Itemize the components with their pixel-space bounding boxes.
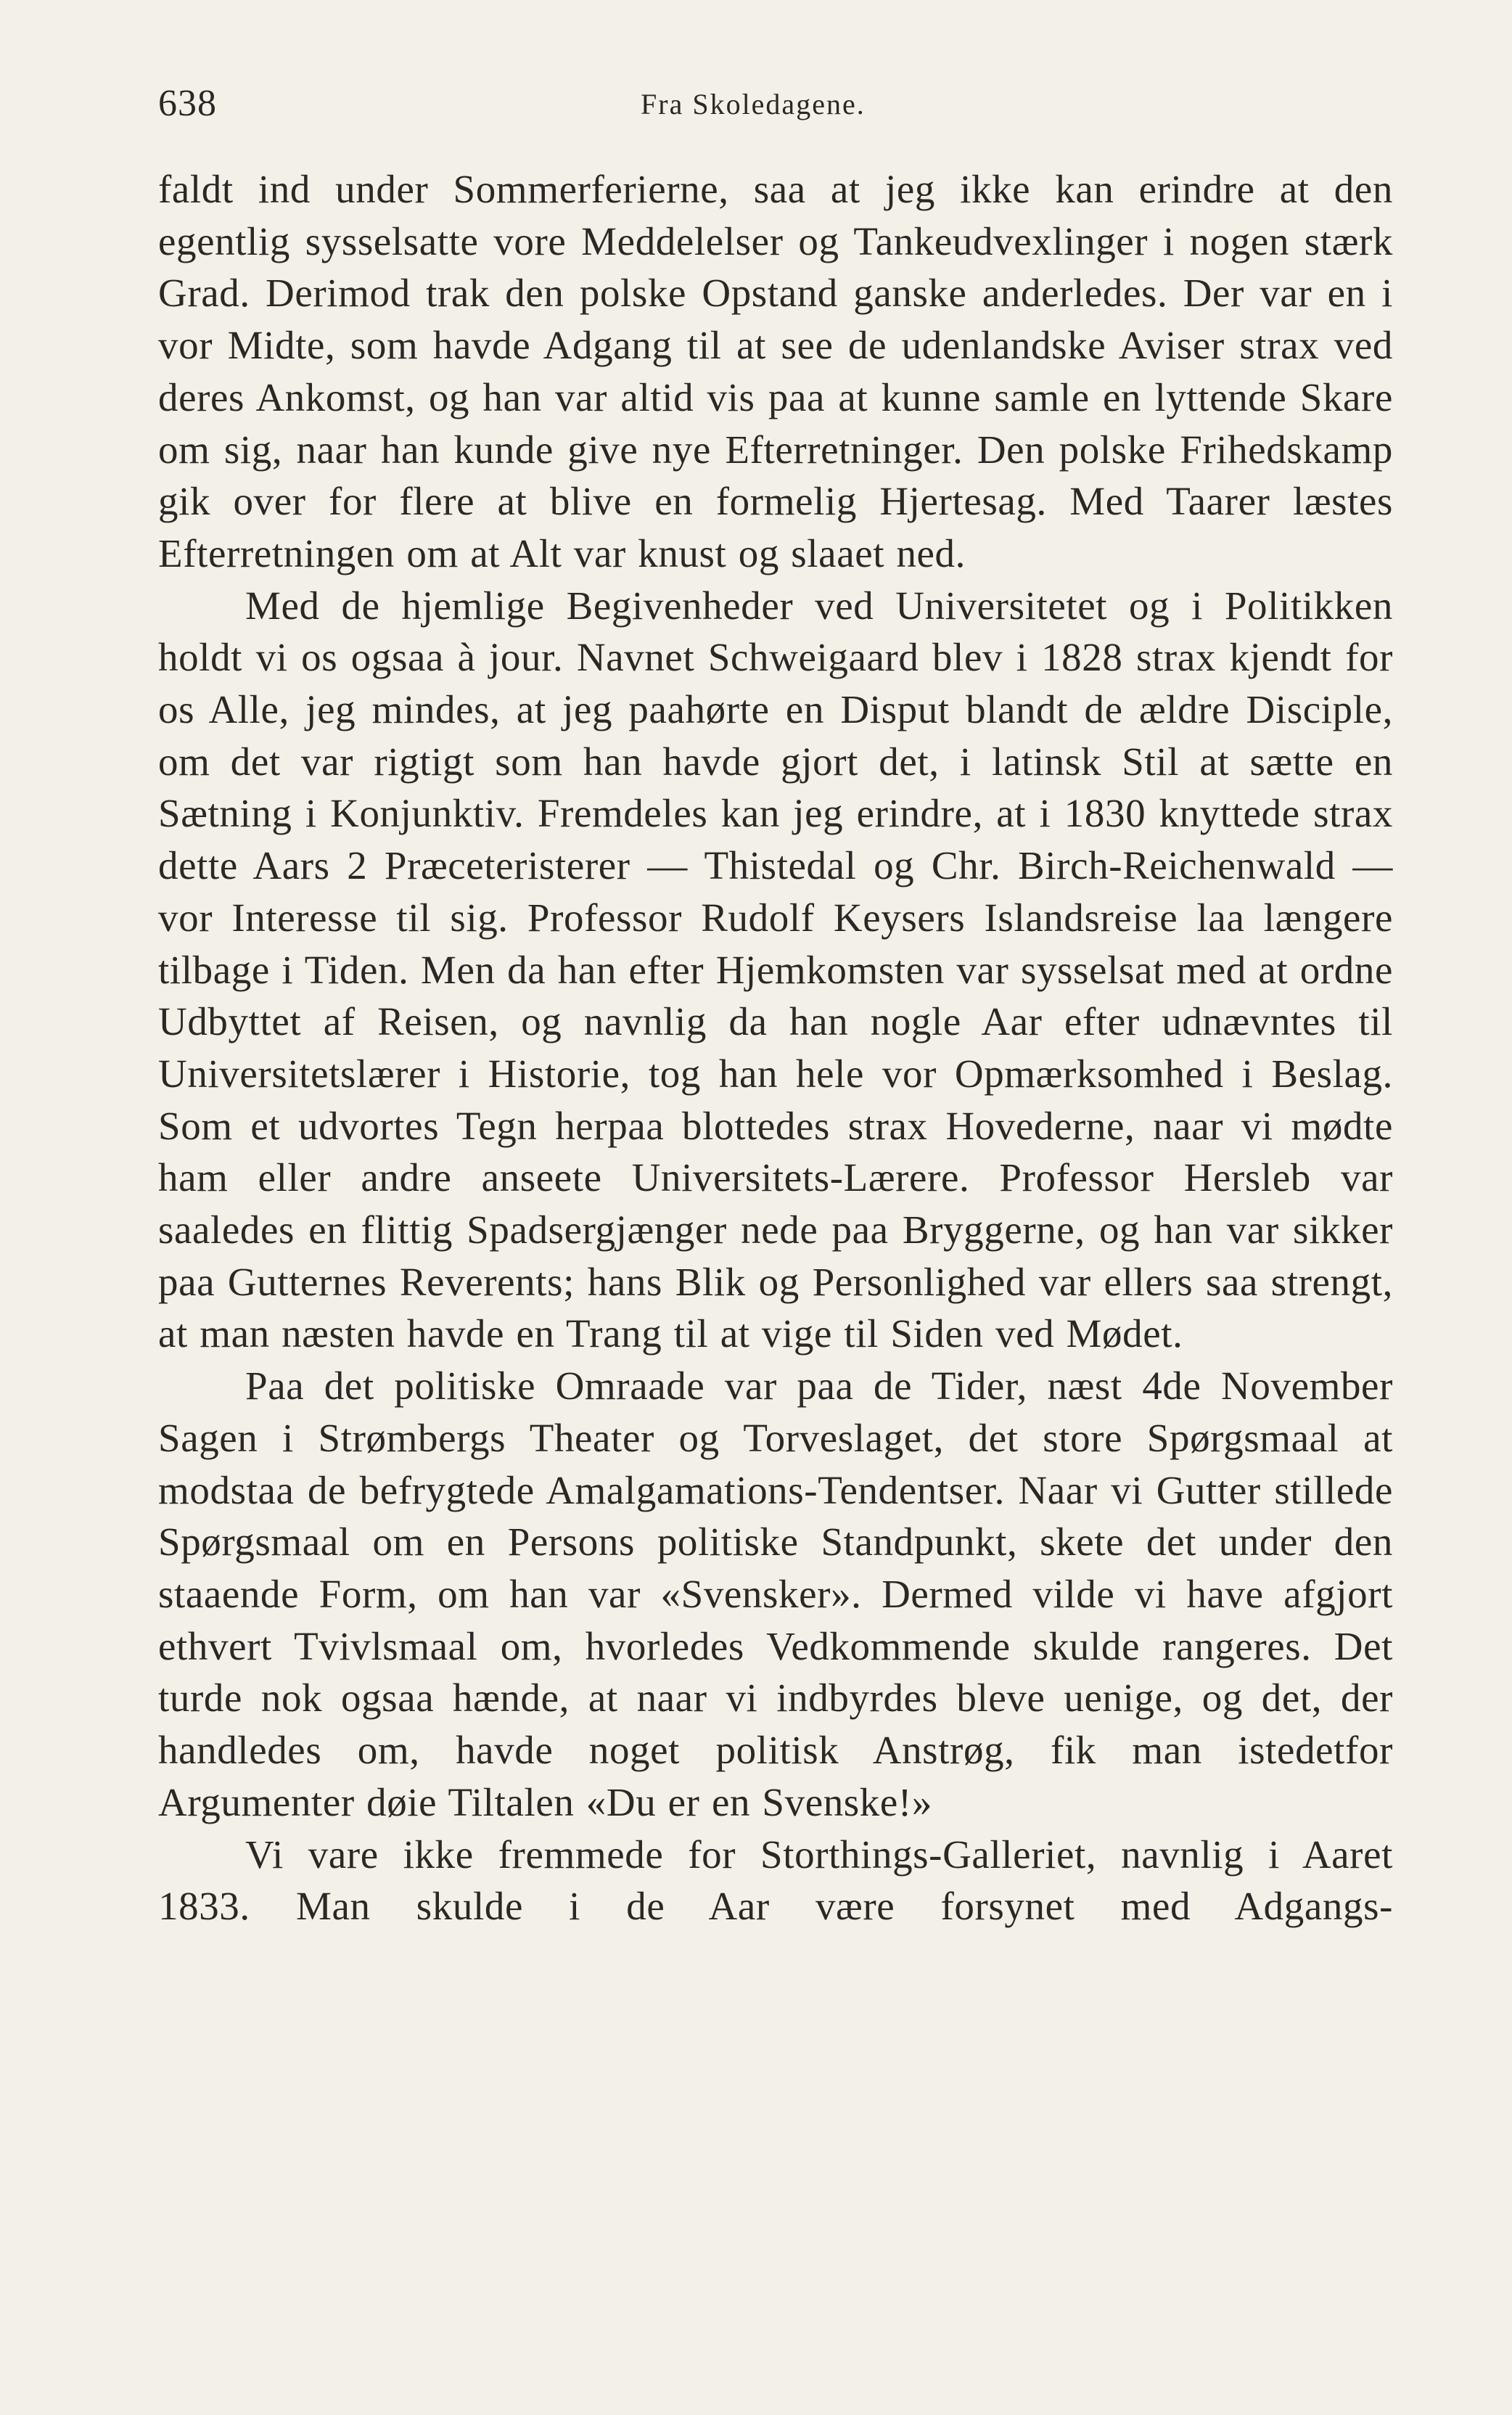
page-header — [158, 78, 1392, 129]
paragraph-1: faldt ind under Sommerferierne, saa at jeg ikke kan erindre at den egentlig sysselsatte vore Meddelelser og Tankeudvexlinger i nogen stærk Grad. Derimod trak den polske Opstand ganske anderledes. Der var en i vor Midte, som havde Adgang til at see de udenlandske Aviser strax ved deres Ankomst, og han var altid vis paa at kunne samle en lyttende Skare om sig, naar han kunde give nye Efterretninger. Den polske Frihedskamp gik over for flere at blive en formelig Hjertesag. Med Taarer læstes Efterretningen om at Alt var knust og slaaet ned. — [158, 167, 1393, 575]
paragraph-4: Vi vare ikke fremmede for Storthings-Galleriet, navnlig i Aaret 1833. Man skulde i de Aar være forsynet med Adgangs- — [158, 1832, 1393, 1929]
body-text — [158, 163, 1393, 1932]
page-number: 638 — [158, 83, 217, 124]
paragraph-2: Med de hjemlige Begivenheder ved Universitetet og i Politikken holdt vi os ogsaa à jour. Navnet Schweigaard blev i 1828 strax kjendt for os Alle, jeg mindes, at jeg paahørte en Disput blandt de ældre Disciple, om det var rigtigt som han havde gjort det, i latinsk Stil at sætte en Sætning i Konjunktiv. Fremdeles kan jeg erindre, at i 1830 knyttede strax dette Aars 2 Præceteristerer — Thistedal og Chr. Birch-Reichenwald — vor Interesse til sig. Professor Rudolf Keysers Islandsreise laa længere tilbage i Tiden. Men da han efter Hjemkomsten var sysselsat med at ordne Udbyttet af Reisen, og navnlig da han nogle Aar efter udnævntes til Universitetslærer i Historie, tog han hele vor Opmærksomhed i Beslag. Som et udvortes Tegn herpaa blottedes strax Hovederne, naar vi mødte ham eller andre anseete Universitets-Lærere. Professor Hersleb var saaledes en flittig Spadsergjænger nede paa Bryggerne, og han var sikker paa Gutternes Reverents; hans Blik og Personlighed var ellers saa strengt, at man næsten havde en Trang til at vige til Siden ved Mødet. — [158, 583, 1393, 1356]
running-title: Fra Skoledagene. — [641, 88, 866, 120]
paragraph-3: Paa det politiske Omraade var paa de Tider, næst 4de November Sagen i Strømbergs Theater og Torveslaget, det store Spørgsmaal at modstaa de befrygtede Amalgamations-Tendentser. Naar vi Gutter stillede Spørgsmaal om en Persons politiske Standpunkt, skete det under den staaende Form, om han var «Svensker». Dermed vilde vi have afgjort ethvert Tvivlsmaal om, hvorledes Vedkommende skulde rangeres. Det turde nok ogsaa hænde, at naar vi indbyrdes bleve uenige, og det, der handledes om, havde noget politisk Anstrøg, fik man istedetfor Argumenter døie Tiltalen «Du er en Svenske!» — [158, 1364, 1393, 1824]
